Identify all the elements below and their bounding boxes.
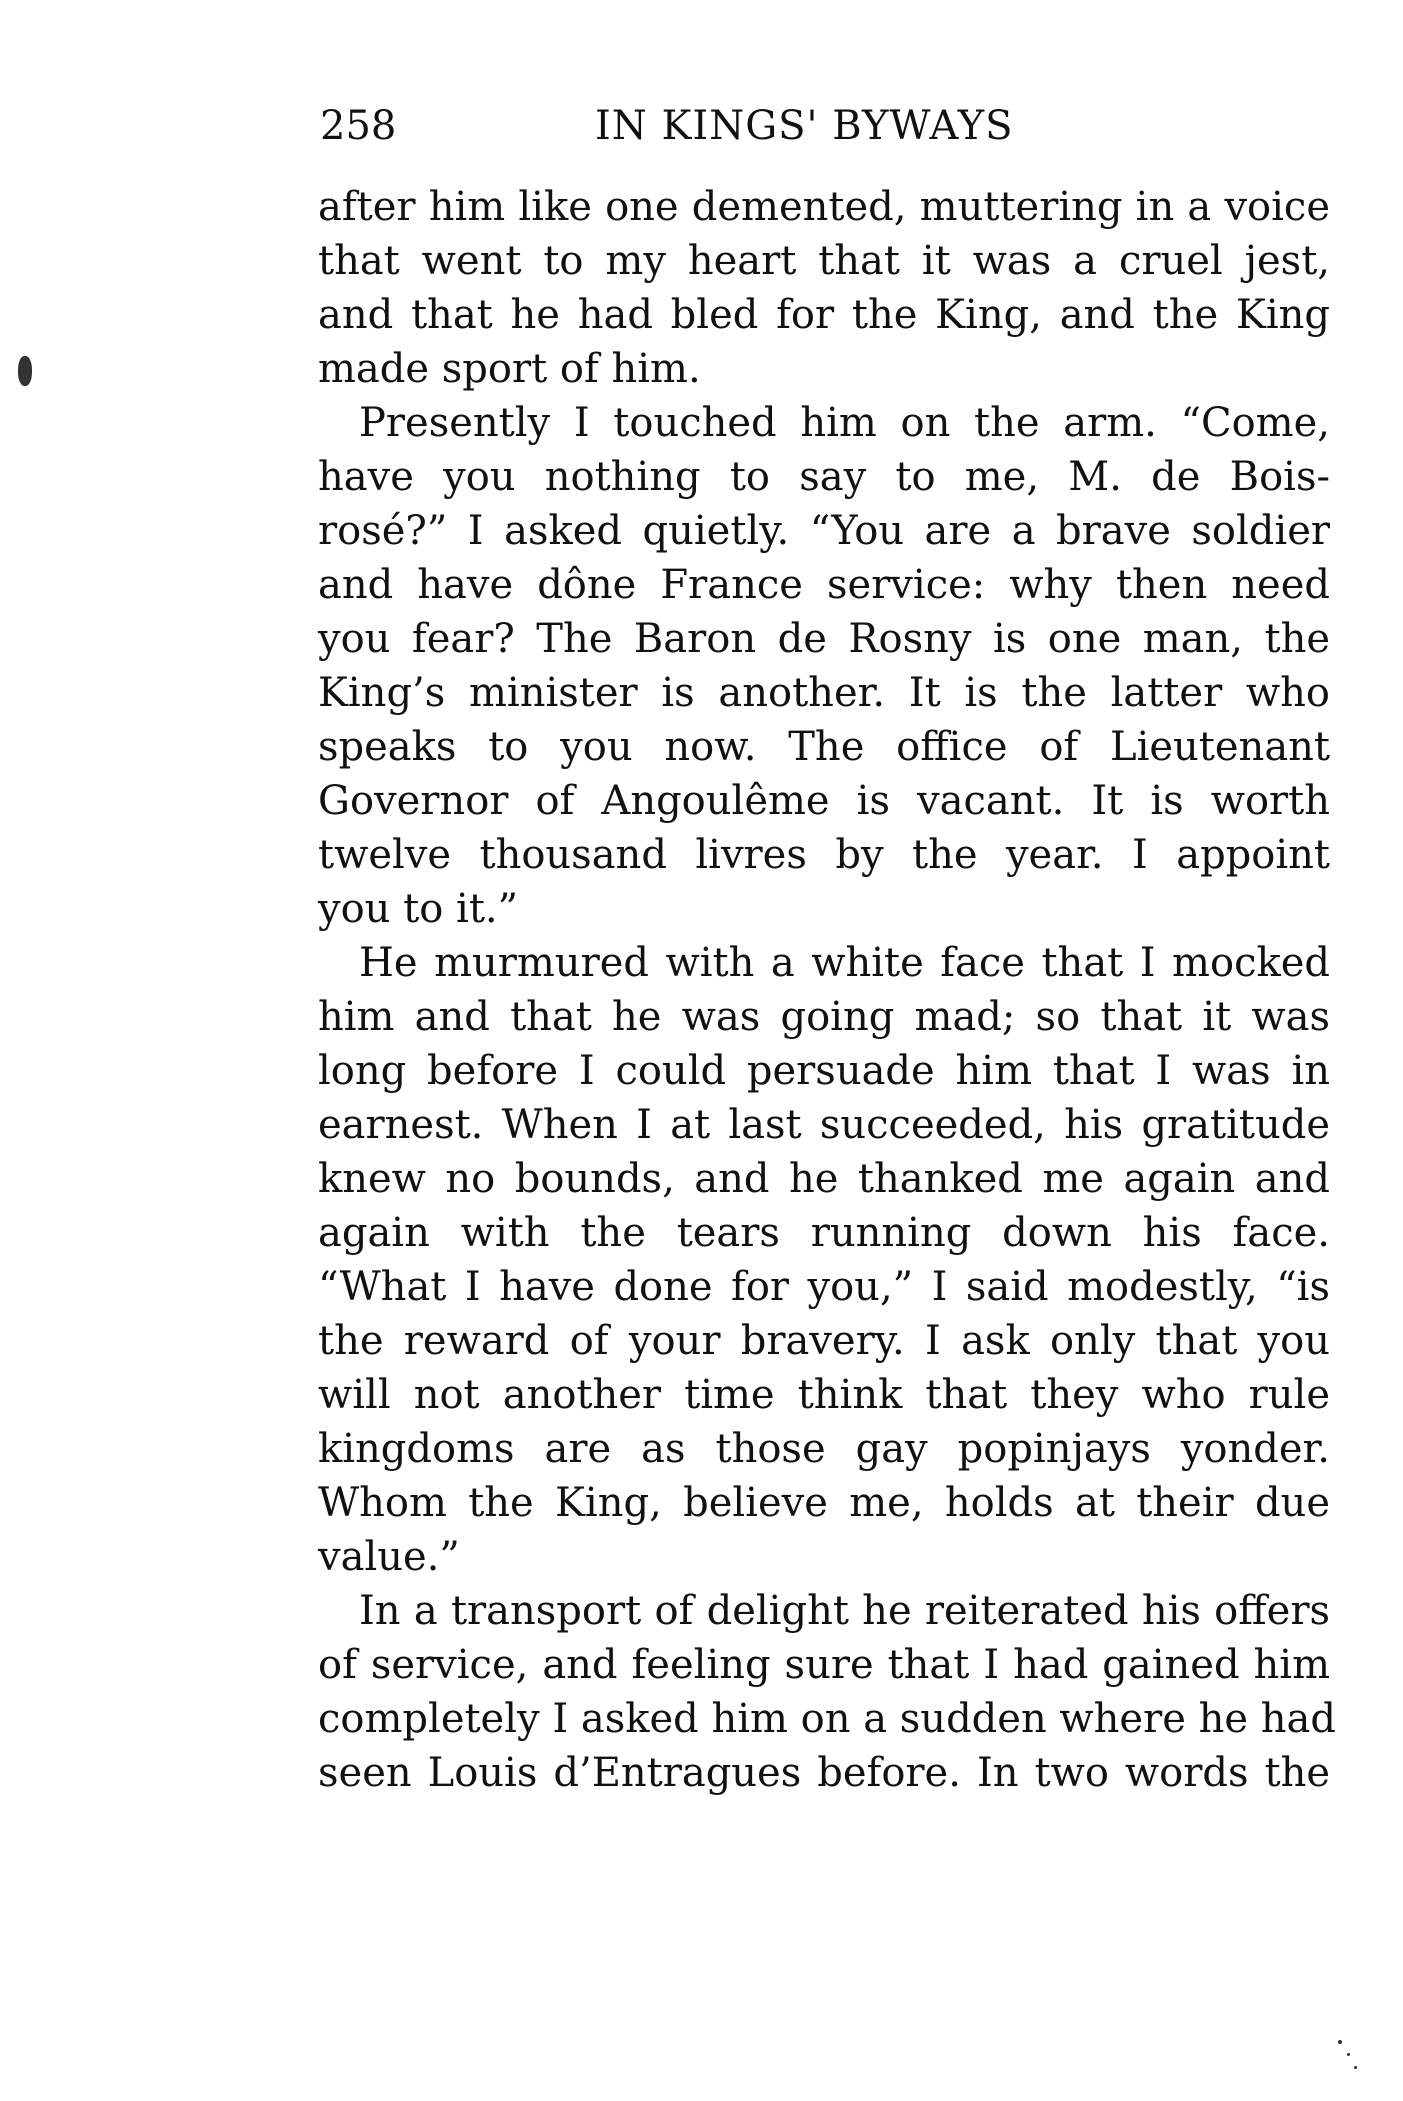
text-line: Presently I touched him on the arm. “Come,: [359, 400, 1330, 446]
text-line: speaks to you now. The office of Lieutenant: [318, 724, 1330, 770]
text-line: and have dône France service: why then need: [318, 562, 1330, 608]
ink-speck: [1338, 2040, 1342, 2044]
text-line: have you nothing to say to me, M. de Bois-: [318, 454, 1330, 500]
text-line: you fear? The Baron de Rosny is one man, the: [318, 616, 1330, 662]
running-title: IN KINGS' BYWAYS: [595, 103, 1014, 149]
text-line: of service, and feeling sure that I had gained him: [318, 1642, 1330, 1688]
text-line: earnest. When I at last succeeded, his gratitude: [318, 1102, 1330, 1148]
text-line: Whom the King, believe me, holds at their due: [318, 1480, 1330, 1526]
text-line: King’s minister is another. It is the latter who: [318, 670, 1330, 716]
text-line: twelve thousand livres by the year. I appoint: [318, 832, 1330, 878]
paragraph: [318, 1584, 1336, 1800]
text-line: knew no bounds, and he thanked me again and: [318, 1156, 1330, 1202]
text-line: rosé?” I asked quietly. “You are a brave soldier: [318, 508, 1330, 554]
text-line: Governor of Angoulême is vacant. It is worth: [318, 778, 1330, 824]
text-line: completely I asked him on a sudden where he had: [318, 1696, 1336, 1742]
text-line: He murmured with a white face that I mocked: [359, 940, 1330, 986]
paragraph: [318, 936, 1330, 1584]
paragraph: [318, 396, 1330, 936]
text-line: that went to my heart that it was a cruel jest,: [318, 238, 1330, 284]
text-line: you to it.”: [318, 886, 519, 932]
text-line: after him like one demented, muttering in a voice: [318, 184, 1330, 230]
paragraph: [318, 180, 1330, 396]
text-line: made sport of him.: [318, 346, 701, 392]
ink-speck: [18, 356, 32, 386]
ink-speck: [1354, 2066, 1357, 2069]
text-line: kingdoms are as those gay popinjays yonder.: [318, 1426, 1330, 1472]
page-number: 258: [320, 103, 397, 149]
text-line: again with the tears running down his face.: [318, 1210, 1330, 1256]
body-text: [318, 180, 1336, 1800]
text-line: the reward of your bravery. I ask only that you: [318, 1318, 1330, 1364]
text-line: In a transport of delight he reiterated his offers: [359, 1588, 1330, 1634]
ink-speck: [1347, 2053, 1350, 2056]
text-line: “What I have done for you,” I said modestly, “is: [318, 1264, 1330, 1310]
text-line: will not another time think that they who rule: [318, 1372, 1330, 1418]
text-line: seen Louis d’Entragues before. In two words the: [318, 1750, 1330, 1796]
text-line: and that he had bled for the King, and the King: [318, 292, 1330, 338]
text-line: long before I could persuade him that I was in: [318, 1048, 1330, 1094]
text-line: him and that he was going mad; so that it was: [318, 994, 1330, 1040]
running-head: [320, 98, 1330, 154]
text-line: value.”: [318, 1534, 460, 1580]
